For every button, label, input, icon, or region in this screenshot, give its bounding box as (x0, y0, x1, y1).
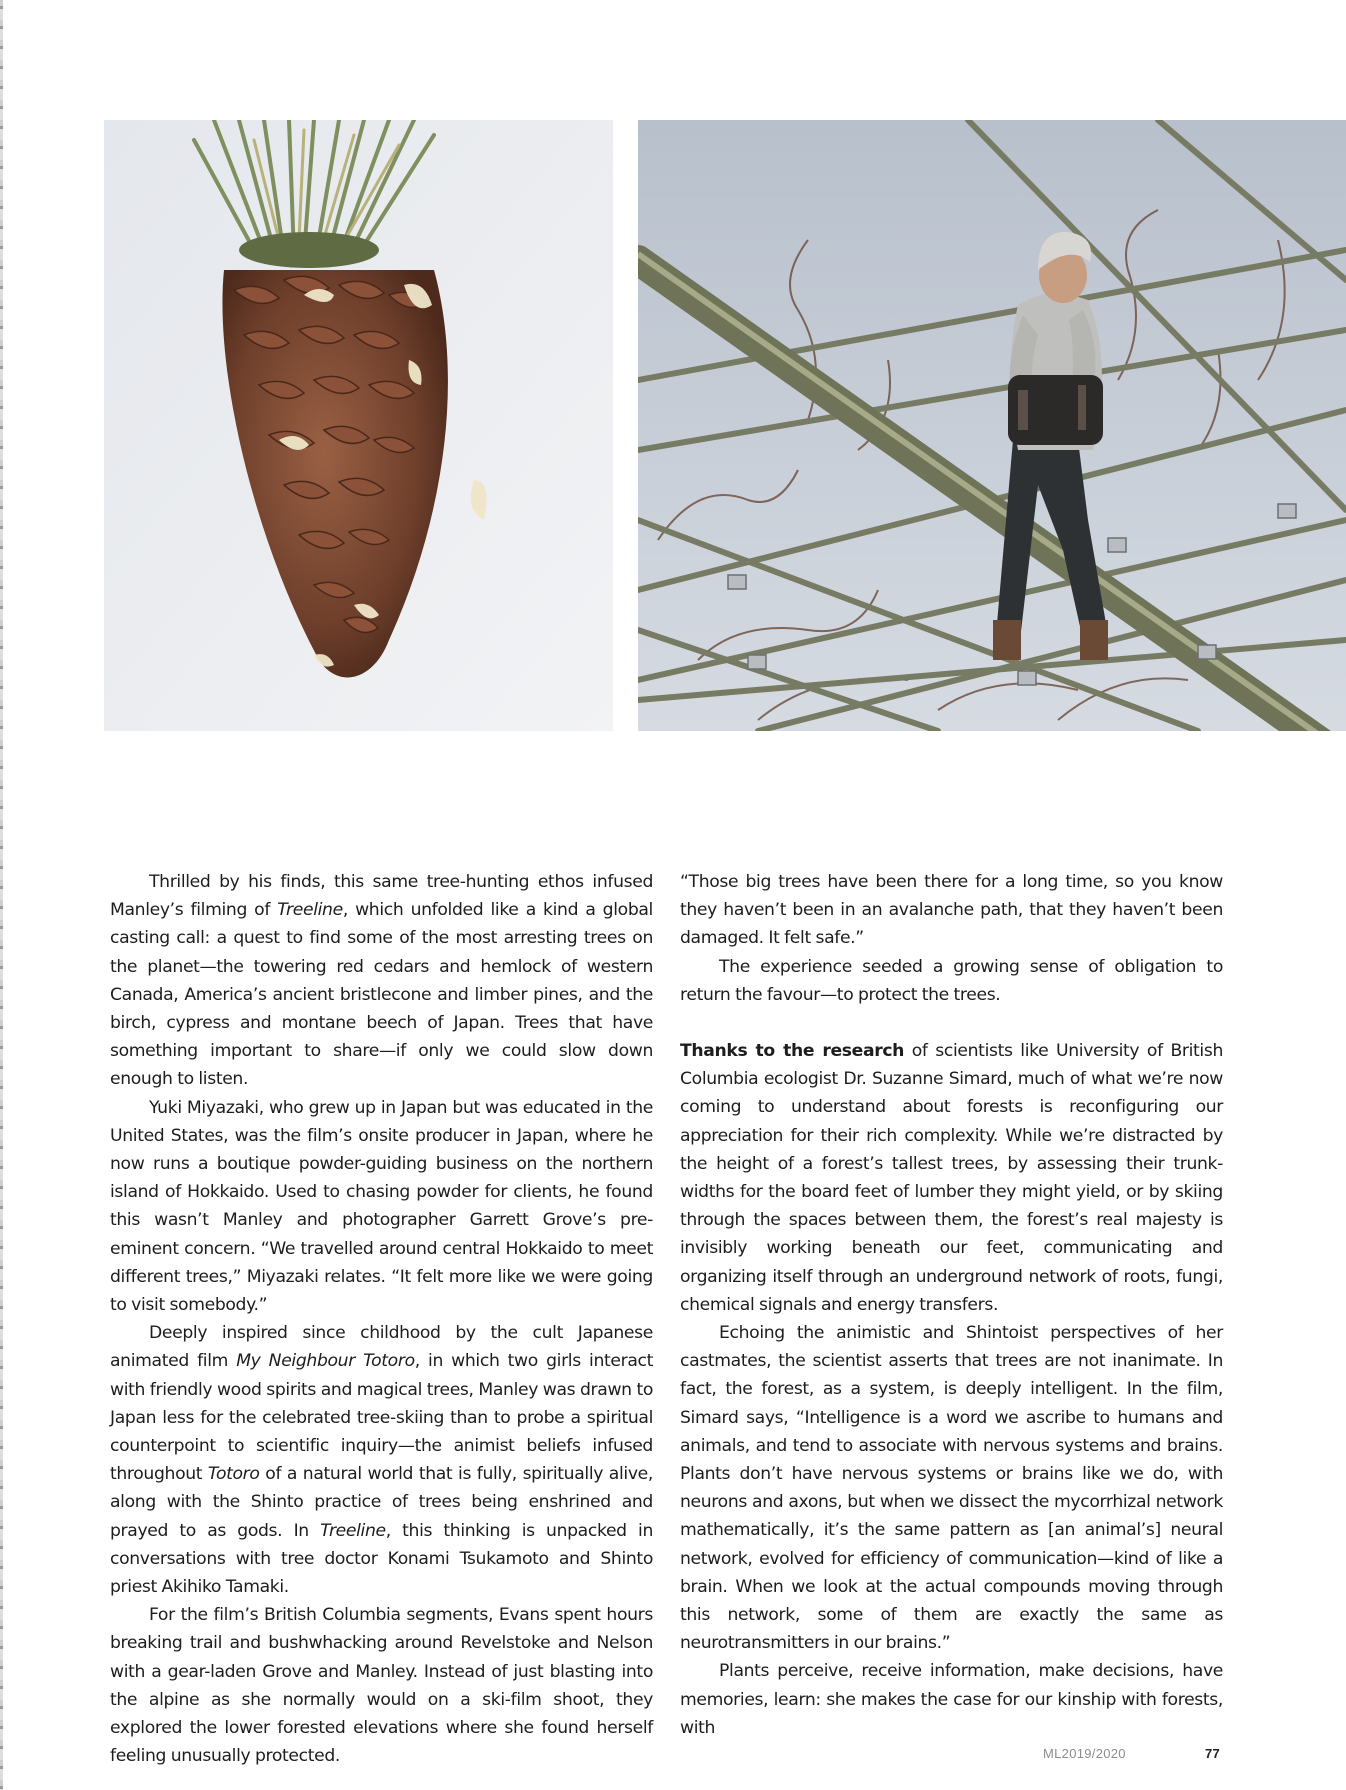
paragraph-miyazaki: Yuki Miyazaki, who grew up in Japan but was educated in the United States, was the film’s onsite producer in Japan, where he now runs a boutique powder-guiding business on the northern island of Hokkaido. Used to chasing powder for clients, he found this wasn’t Manley and photographer Garrett Grove’s pre-eminent concern. “We travelled around central Hokkaido to meet different trees,” Miyazaki relates. “It felt more like we were going to visit somebody.” (110, 1097, 653, 1316)
paragraph-obligation: The experience seeded a growing sense of obligation to return the favour—to protect the trees. (680, 956, 1223, 1005)
article-column-left (110, 868, 653, 1771)
paragraph-totoro (110, 1319, 653, 1601)
text-run: , which unfolded like a kind a global casting call: a quest to find some of the most arresting trees on the planet—the towering red cedars and hemlock of western Canada, America’s ancient bristlecone and limber pines, and the birch, cypress and montane beech of Japan. Trees that have something important to share—if only we could slow down enough to listen. (110, 900, 653, 1090)
page-binding-edge (0, 0, 3, 1790)
page-number: 77 (1205, 1746, 1221, 1761)
text-run: Thrilled by his finds, this same tree-hunting ethos infused Manley’s filming of (110, 872, 653, 921)
text-run: , this thinking is unpacked in conversations with tree doctor Konami Tsukamoto and Shinto priest Akihiko Tamaki. (110, 1520, 653, 1598)
paragraph-kinship: Plants perceive, receive information, make decisions, have memories, learn: she makes the case for our kinship with forests, with (680, 1661, 1223, 1738)
film-title-italic: My Neighbour Totoro (236, 1351, 415, 1372)
person-on-trellis-photo (638, 120, 1346, 731)
film-title-italic: Treeline (277, 900, 343, 921)
text-run: Deeply inspired since childhood by the cult Japanese animated film (110, 1323, 653, 1372)
article-column-right (680, 868, 1223, 1742)
film-title-italic: Treeline (320, 1520, 386, 1541)
text-run: of a natural world that is fully, spiritually alive, along with the Shinto practice of trees being enshrined and prayed to as gods. In (110, 1464, 654, 1541)
paragraph-quote-big-trees: “Those big trees have been there for a long time, so you know they haven’t been in an avalanche path, that they haven’t been damaged. It felt safe.” (680, 872, 1223, 949)
paragraph-british-columbia: For the film’s British Columbia segments, Evans spent hours breaking trail and bushwhacking around Revelstoke and Nelson with a gear-laden Grove and Manley. Instead of just blasting into the alpine as she normally would on a ski-film shoot, they explored the lower forested elevations where she found herself feeling unusually protected. (110, 1605, 653, 1767)
issue-label: ML2019/2020 (1043, 1746, 1126, 1761)
paragraph-research (680, 1037, 1223, 1319)
film-title-italic: Totoro (207, 1464, 260, 1485)
section-lead-in: Thanks to the research (680, 1041, 905, 1062)
text-run: , in which two girls interact with friendly wood spirits and magical trees, Manley was drawn to Japan less for the celebrated tree-skiing than to probe a spiritual counterpoint to scientific inquiry—the animist beliefs infused throughout (110, 1351, 653, 1485)
paragraph-treeline-casting (110, 868, 653, 1094)
paragraph-simard-quote: Echoing the animistic and Shintoist perspectives of her castmates, the scientist asserts that trees are not inanimate. In fact, the forest, as a system, is deeply intelligent. In the film, Simard says, “Intelligence is a word we ascribe to humans and animals, and tend to associate with nervous systems and brains. Plants don’t have nervous systems or brains like we do, with neurons and axons, but when we dissect the mycorrhizal network mathematically, it’s the same pattern as [an animal’s] neural network, evolved for efficiency of communication—kind of like a brain. When we look at the actual compounds moving through this network, some of them are exactly the same as neurotransmitters in our brains.” (680, 1323, 1223, 1654)
pine-cone-photo (104, 120, 613, 731)
text-run: of scientists like University of British Columbia ecologist Dr. Suzanne Simard, much of what we’re now coming to understand about forests is reconfiguring our appreciation for their rich complexity. While we’re distracted by the height of a forest’s tallest trees, by assessing their trunk-widths for the board feet of lumber they might yield, or by skiing through the spaces between them, the forest’s real majesty is invisibly working beneath our feet, communicating and organizing itself through an underground network of roots, fungi, chemical signals and energy transfers. (680, 1041, 1223, 1315)
